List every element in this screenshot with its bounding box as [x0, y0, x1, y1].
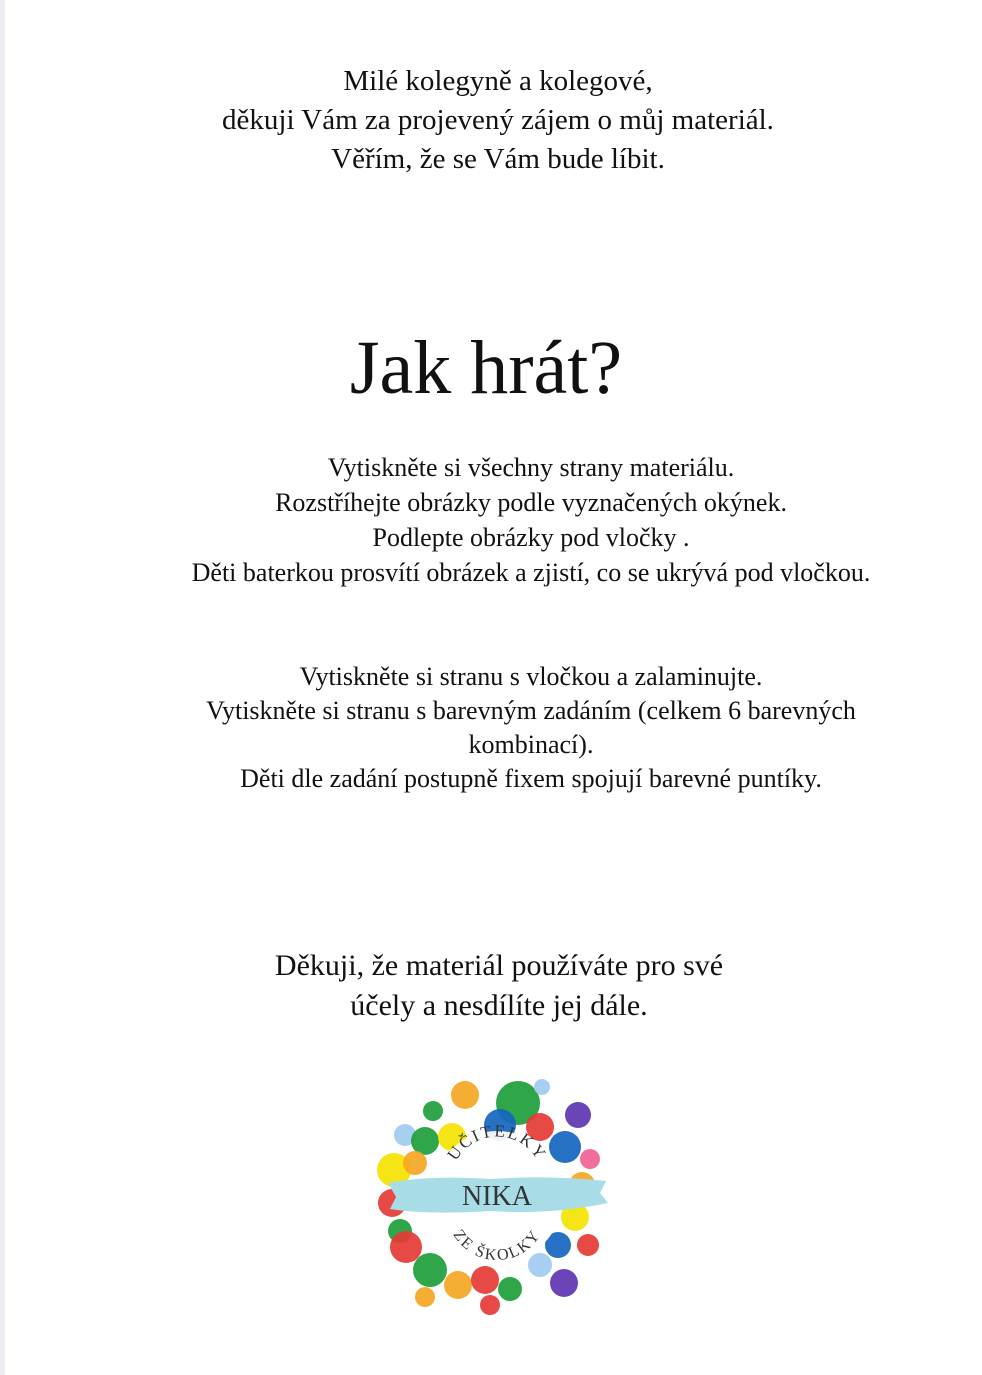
- logo-dot: [480, 1295, 500, 1315]
- logo-dot: [451, 1081, 479, 1109]
- instructions-part-2: [0, 660, 982, 796]
- instruction-line: Děti dle zadání postupně fixem spojují barevné puntíky.: [240, 764, 822, 793]
- greeting-line: děkuji Vám za projevený zájem o můj materiál.: [222, 104, 774, 136]
- logo-dot: [415, 1287, 435, 1307]
- logo-dot: [534, 1079, 550, 1095]
- logo-dot: [413, 1253, 447, 1287]
- logo-dot: [550, 1269, 578, 1297]
- instruction-line: Vytiskněte si všechny strany materiálu.: [327, 453, 735, 482]
- logo-dot: [471, 1266, 499, 1294]
- logo-dot: [390, 1231, 422, 1263]
- logo-dot: [411, 1127, 439, 1155]
- logo-bottom-text: ZE ŠKOLKY: [449, 1226, 545, 1265]
- logo-dot: [549, 1131, 581, 1163]
- logo-name: NIKA: [462, 1181, 532, 1212]
- logo-graphic: [370, 1075, 620, 1320]
- logo: [370, 1075, 620, 1320]
- logo-top-text: UČITELKY: [443, 1121, 551, 1164]
- greeting-line: Milé kolegyně a kolegové,: [343, 65, 653, 97]
- instruction-line: Děti baterkou prosvítí obrázek a zjistí, co se ukrývá pod vločkou.: [191, 558, 871, 587]
- logo-dot: [423, 1101, 443, 1121]
- thanks-text: [0, 946, 982, 1026]
- page-title: Jak hrát?: [349, 326, 623, 410]
- logo-dot: [403, 1151, 427, 1175]
- instructions-part-1: [0, 450, 982, 590]
- instruction-line: Rozstříhejte obrázky podle vyznačených okýnek.: [275, 488, 787, 517]
- logo-dot: [498, 1277, 522, 1301]
- instruction-line: kombinací).: [468, 730, 594, 759]
- logo-dot: [565, 1102, 591, 1128]
- greeting-line: Věřím, že se Vám bude líbit.: [331, 143, 665, 175]
- logo-dot: [580, 1149, 600, 1169]
- thanks-line: Děkuji, že materiál používáte pro své: [274, 949, 724, 982]
- logo-dot: [528, 1253, 552, 1277]
- instruction-line: Podlepte obrázky pod vločky .: [372, 523, 690, 552]
- instruction-line: Vytiskněte si stranu s vločkou a zalaminujte.: [299, 662, 763, 691]
- instruction-line: Vytiskněte si stranu s barevným zadáním (celkem 6 barevných: [206, 696, 856, 725]
- logo-dot: [577, 1234, 599, 1256]
- thanks-line: účely a nesdílíte jej dále.: [350, 989, 648, 1022]
- logo-dot: [444, 1271, 472, 1299]
- greeting-text: [0, 62, 982, 179]
